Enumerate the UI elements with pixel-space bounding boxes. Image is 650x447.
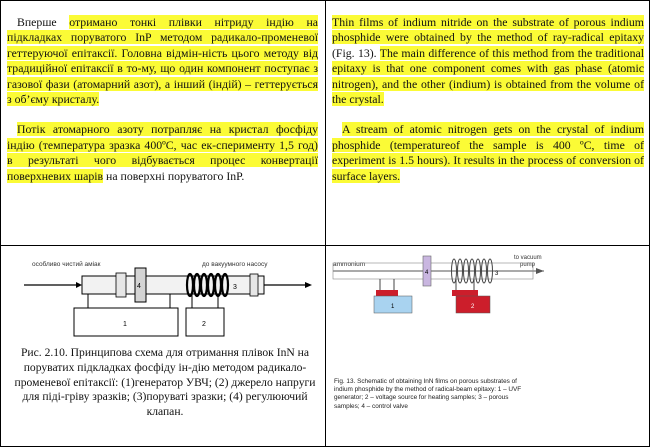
ukrainian-text-cell bbox=[7, 15, 318, 184]
highlighted-text: отримано тонкі плівки нітриду індію на підкладках поруватого InP методом радикало-променевої геттеруючої епітаксії. Головна відмін-ність цього методу від традиційної епітаксії в то-му, що один компонент поступає з газової фази (атомарний азот), а інший (індій) – геттерується з об’єму кристалу. bbox=[7, 15, 318, 107]
table-column-divider bbox=[325, 0, 326, 447]
generator-number-en: 1 bbox=[391, 304, 395, 310]
ukrainian-paragraph-2 bbox=[7, 122, 318, 184]
flange-left bbox=[116, 273, 126, 297]
ukrainian-paragraph-1 bbox=[7, 15, 318, 107]
vacuum-pump-label: до вакуумного насосу bbox=[202, 261, 268, 268]
english-text-cell bbox=[332, 15, 644, 184]
text-run: Вперше bbox=[17, 15, 70, 29]
terminal-1 bbox=[376, 290, 398, 296]
generator-number: 1 bbox=[123, 321, 127, 328]
highlighted-text: Потік атомарного азоту потрапляє на кристал фосфіду індію (температура зразка 400ºС, час ек-сперименту 1,5 год) в результаті чого відбувається процес конвертації поверхневих шарів bbox=[7, 122, 318, 183]
highlighted-text: A stream of atomic nitrogen gets on the crystal of indium phosphide (temperatureof the sample is 400 ºС, time of experiment is 1.5 hours). It results in the process of conversion of surface layers. bbox=[332, 122, 644, 183]
ammonium-label: ammonium bbox=[333, 261, 366, 268]
highlighted-text: The main difference of this method from the traditional epitaxy is that one component comes with gas phase (atomic nitrogen), and the other (indium) is obtained from the volume of the crystal. bbox=[332, 45, 644, 107]
vacuum-pump-label-en-2: pump bbox=[520, 262, 536, 268]
outlet-arrowhead-icon-en bbox=[536, 268, 544, 274]
highlighted-text: Thin films of indium nitride on the substrate of porous indium phosphide were obtained by the method of ray-radical epitaxy bbox=[332, 15, 644, 45]
ukrainian-schematic-diagram bbox=[20, 252, 316, 342]
text-run: (Fig. 13). bbox=[332, 45, 380, 60]
valve-number: 4 bbox=[137, 283, 141, 290]
voltage-source-number-en: 2 bbox=[471, 304, 475, 310]
text-run: на поверхні поруватого InP. bbox=[103, 168, 245, 183]
ammonia-label: особливо чистий аміак bbox=[32, 261, 101, 268]
valve-number-en: 4 bbox=[425, 270, 429, 276]
table-border-left bbox=[0, 0, 1, 447]
english-schematic-diagram bbox=[330, 250, 548, 374]
samples-number-en: 3 bbox=[495, 271, 499, 277]
outlet-arrowhead-icon bbox=[305, 282, 312, 288]
flange-right bbox=[250, 274, 258, 296]
ukrainian-figure-caption: Рис. 2.10. Принципова схема для отримання плівок InN на поруватих підкладках фосфіду ін-дію методом радикало-променевої епітаксії: (1)генератор УВЧ; (2) джерело напруги для піді-гріву зразків; (3)поруваті зразки; (4) регулюючий клапан. bbox=[14, 346, 316, 419]
inlet-arrowhead-icon bbox=[76, 282, 82, 288]
english-figure-caption: Fig. 13. Schematic of obtaining InN films on porous substrates of indium phosphide by the method of radical-beam epitaxy: 1 – UVF generator; 2 – voltage source for heating samples; 3 – porous samples; 4 – control valve bbox=[334, 378, 522, 410]
english-paragraph-2 bbox=[332, 122, 644, 184]
terminal-2 bbox=[452, 290, 478, 296]
samples-number: 3 bbox=[233, 284, 237, 291]
vacuum-pump-label-en: to vacuum bbox=[514, 255, 542, 261]
voltage-source-number: 2 bbox=[202, 321, 206, 328]
english-paragraph-1 bbox=[332, 15, 644, 107]
